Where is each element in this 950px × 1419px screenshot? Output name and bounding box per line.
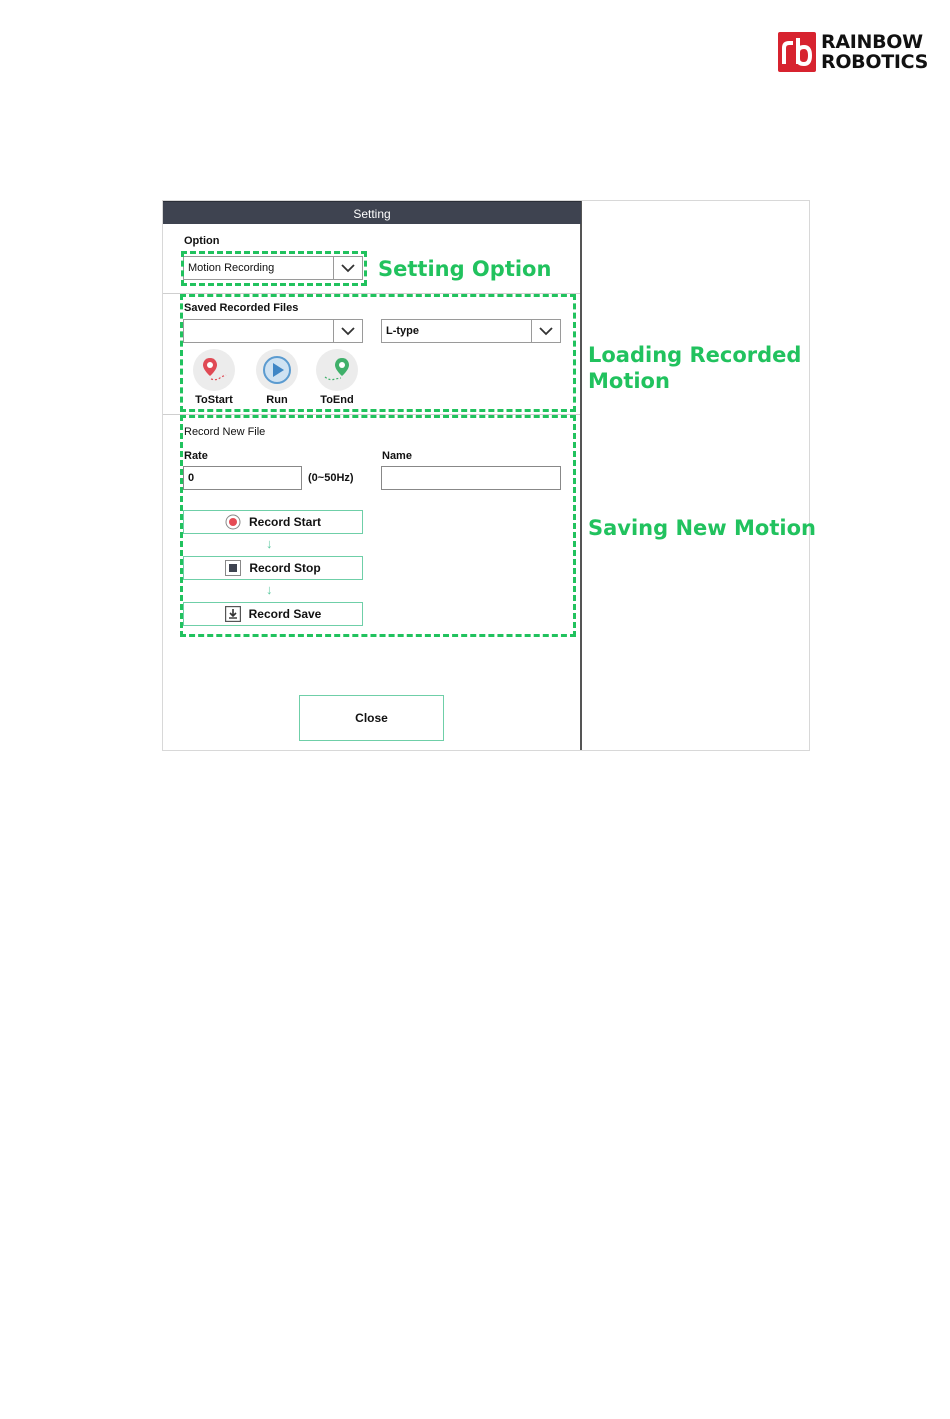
option-label: Option — [184, 235, 220, 247]
rainbow-robotics-logo — [778, 31, 928, 73]
motion-type-select-value: L-type — [386, 325, 419, 337]
arrow-down-icon: ↓ — [266, 536, 273, 551]
saving-new-motion-annotation: Saving New Motion — [588, 516, 816, 540]
logo-line-2: ROBOTICS — [821, 51, 929, 73]
logo-text — [821, 32, 928, 72]
saving-new-motion-highlight — [180, 415, 576, 637]
loading-recorded-highlight — [180, 294, 576, 412]
arrow-down-icon: ↓ — [266, 582, 273, 597]
name-label: Name — [382, 450, 412, 462]
close-button[interactable]: Close — [299, 695, 444, 741]
logo-line-1: RAINBOW — [821, 31, 923, 53]
setting-option-highlight — [181, 251, 367, 286]
setting-option-annotation: Setting Option — [378, 257, 552, 281]
record-stop-label: Record Stop — [249, 561, 321, 575]
option-select-value: Motion Recording — [188, 262, 275, 274]
to-start-label: ToStart — [195, 394, 233, 406]
to-end-label: ToEnd — [320, 394, 354, 406]
saved-files-label: Saved Recorded Files — [184, 302, 299, 314]
rate-label: Rate — [184, 450, 208, 462]
record-start-label: Record Start — [248, 515, 322, 529]
rb-logo-icon — [778, 32, 816, 72]
loading-annotation-line-2: Motion — [588, 369, 670, 393]
rate-unit-label: (0~50Hz) — [308, 472, 354, 484]
loading-recorded-annotation — [588, 342, 801, 394]
loading-annotation-line-1: Loading Recorded — [588, 343, 802, 367]
record-save-label: Record Save — [248, 607, 322, 621]
rate-input[interactable]: 0 — [183, 466, 302, 490]
dialog-title: Setting — [163, 201, 581, 224]
run-label: Run — [266, 394, 288, 406]
record-new-file-label: Record New File — [184, 426, 266, 438]
